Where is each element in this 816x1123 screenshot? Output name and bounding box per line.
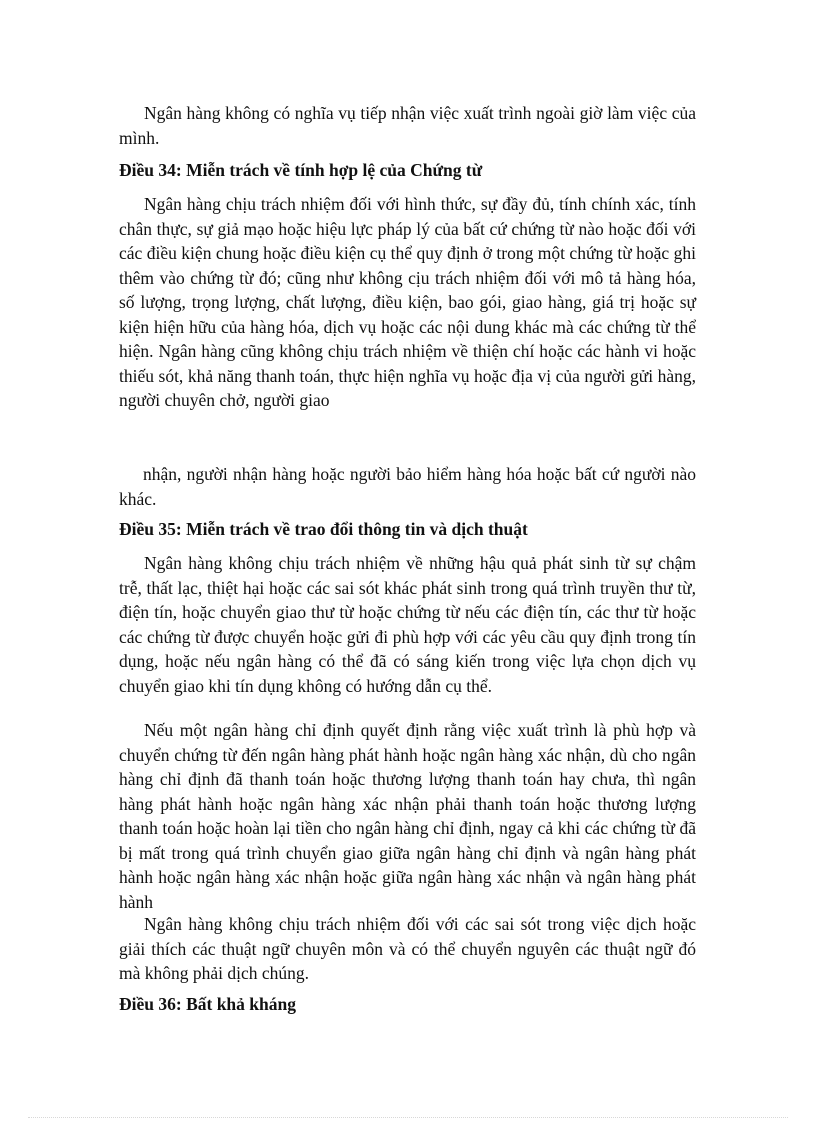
heading-article-35: Điều 35: Miễn trách về trao đổi thông tin và dịch thuật	[119, 519, 528, 539]
paragraph-article-35-translation: Ngân hàng không chịu trách nhiệm đối với các sai sót trong việc dịch hoặc giải thích các thuật ngữ chuyên môn và có thể chuyển nguyên các thuật ngữ đó mà không phải dịch chúng.	[119, 914, 696, 983]
paragraph-article-34-continuation: nhận, người nhận hàng hoặc người bảo hiểm hàng hóa hoặc bất cứ người nào khác.	[119, 464, 696, 509]
heading-article-36: Điều 36: Bất khả kháng	[119, 994, 296, 1014]
paragraph-article-34-body: Ngân hàng chịu trách nhiệm đối với hình thức, sự đầy đủ, tính chính xác, tính chân thực, sự giả mạo hoặc hiệu lực pháp lý của bất cứ chứng từ nào hoặc đối với các điều kiện chung hoặc điều kiện cụ thể quy định ở trong một chứng từ hoặc ghi thêm vào chứng từ đó; cũng như không cịu trách nhiệm đối với mô tả hàng hóa, số lượng, trọng lượng, chất lượng, điều kiện, bao gói, giao hàng, giá trị hoặc sự kiện hiện hữu của hàng hóa, dịch vụ hoặc các nội dung khác mà các chứng từ thể hiện. Ngân hàng cũng không chịu trách nhiệm về thiện chí hoặc các hành vi hoặc thiếu sót, khả năng thanh toán, thực hiện nghĩa vụ hoặc địa vị của người gửi hàng, người chuyên chở, người giao	[119, 194, 696, 410]
paragraph-article-35-nominated-bank: Nếu một ngân hàng chỉ định quyết định rằng việc xuất trình là phù hợp và chuyển chứng từ đến ngân hàng phát hành hoặc ngân hàng xác nhận, dù cho ngân hàng chỉ định đã thanh toán hoặc thương lượng thanh toán hay chưa, thì ngân hàng phát hành hoặc ngân hàng xác nhận phải thanh toán hoặc thương lượng thanh toán hoặc hoàn lại tiền cho ngân hàng chỉ định, ngay cả khi các chứng từ đã bị mất trong quá trình chuyển giao giữa ngân hàng chỉ định và ngân hàng phát hành hoặc ngân hàng xác nhận hoặc giữa ngân hàng xác nhận và ngân hàng phát hành	[119, 720, 696, 912]
heading-article-34: Điều 34: Miễn trách về tính hợp lệ của Chứng từ	[119, 160, 483, 180]
page-bottom-divider	[28, 1117, 788, 1118]
paragraph-business-hours: Ngân hàng không có nghĩa vụ tiếp nhận việc xuất trình ngoài giờ làm việc của mình.	[119, 103, 696, 148]
paragraph-article-35-transmission: Ngân hàng không chịu trách nhiệm về những hậu quả phát sinh từ sự chậm trễ, thất lạc, thiệt hại hoặc các sai sót khác phát sinh trong quá trình truyền thư từ, điện tín, hoặc chuyển giao thư từ hoặc chứng từ nếu các điện tín, các thư từ hoặc các chứng từ được chuyển hoặc gửi đi phù hợp với các yêu cầu quy định trong tín dụng, hoặc nếu ngân hàng có thể đã có sáng kiến trong việc lựa chọn dịch vụ chuyển giao khi tín dụng không có hướng dẫn cụ thể.	[119, 553, 696, 696]
